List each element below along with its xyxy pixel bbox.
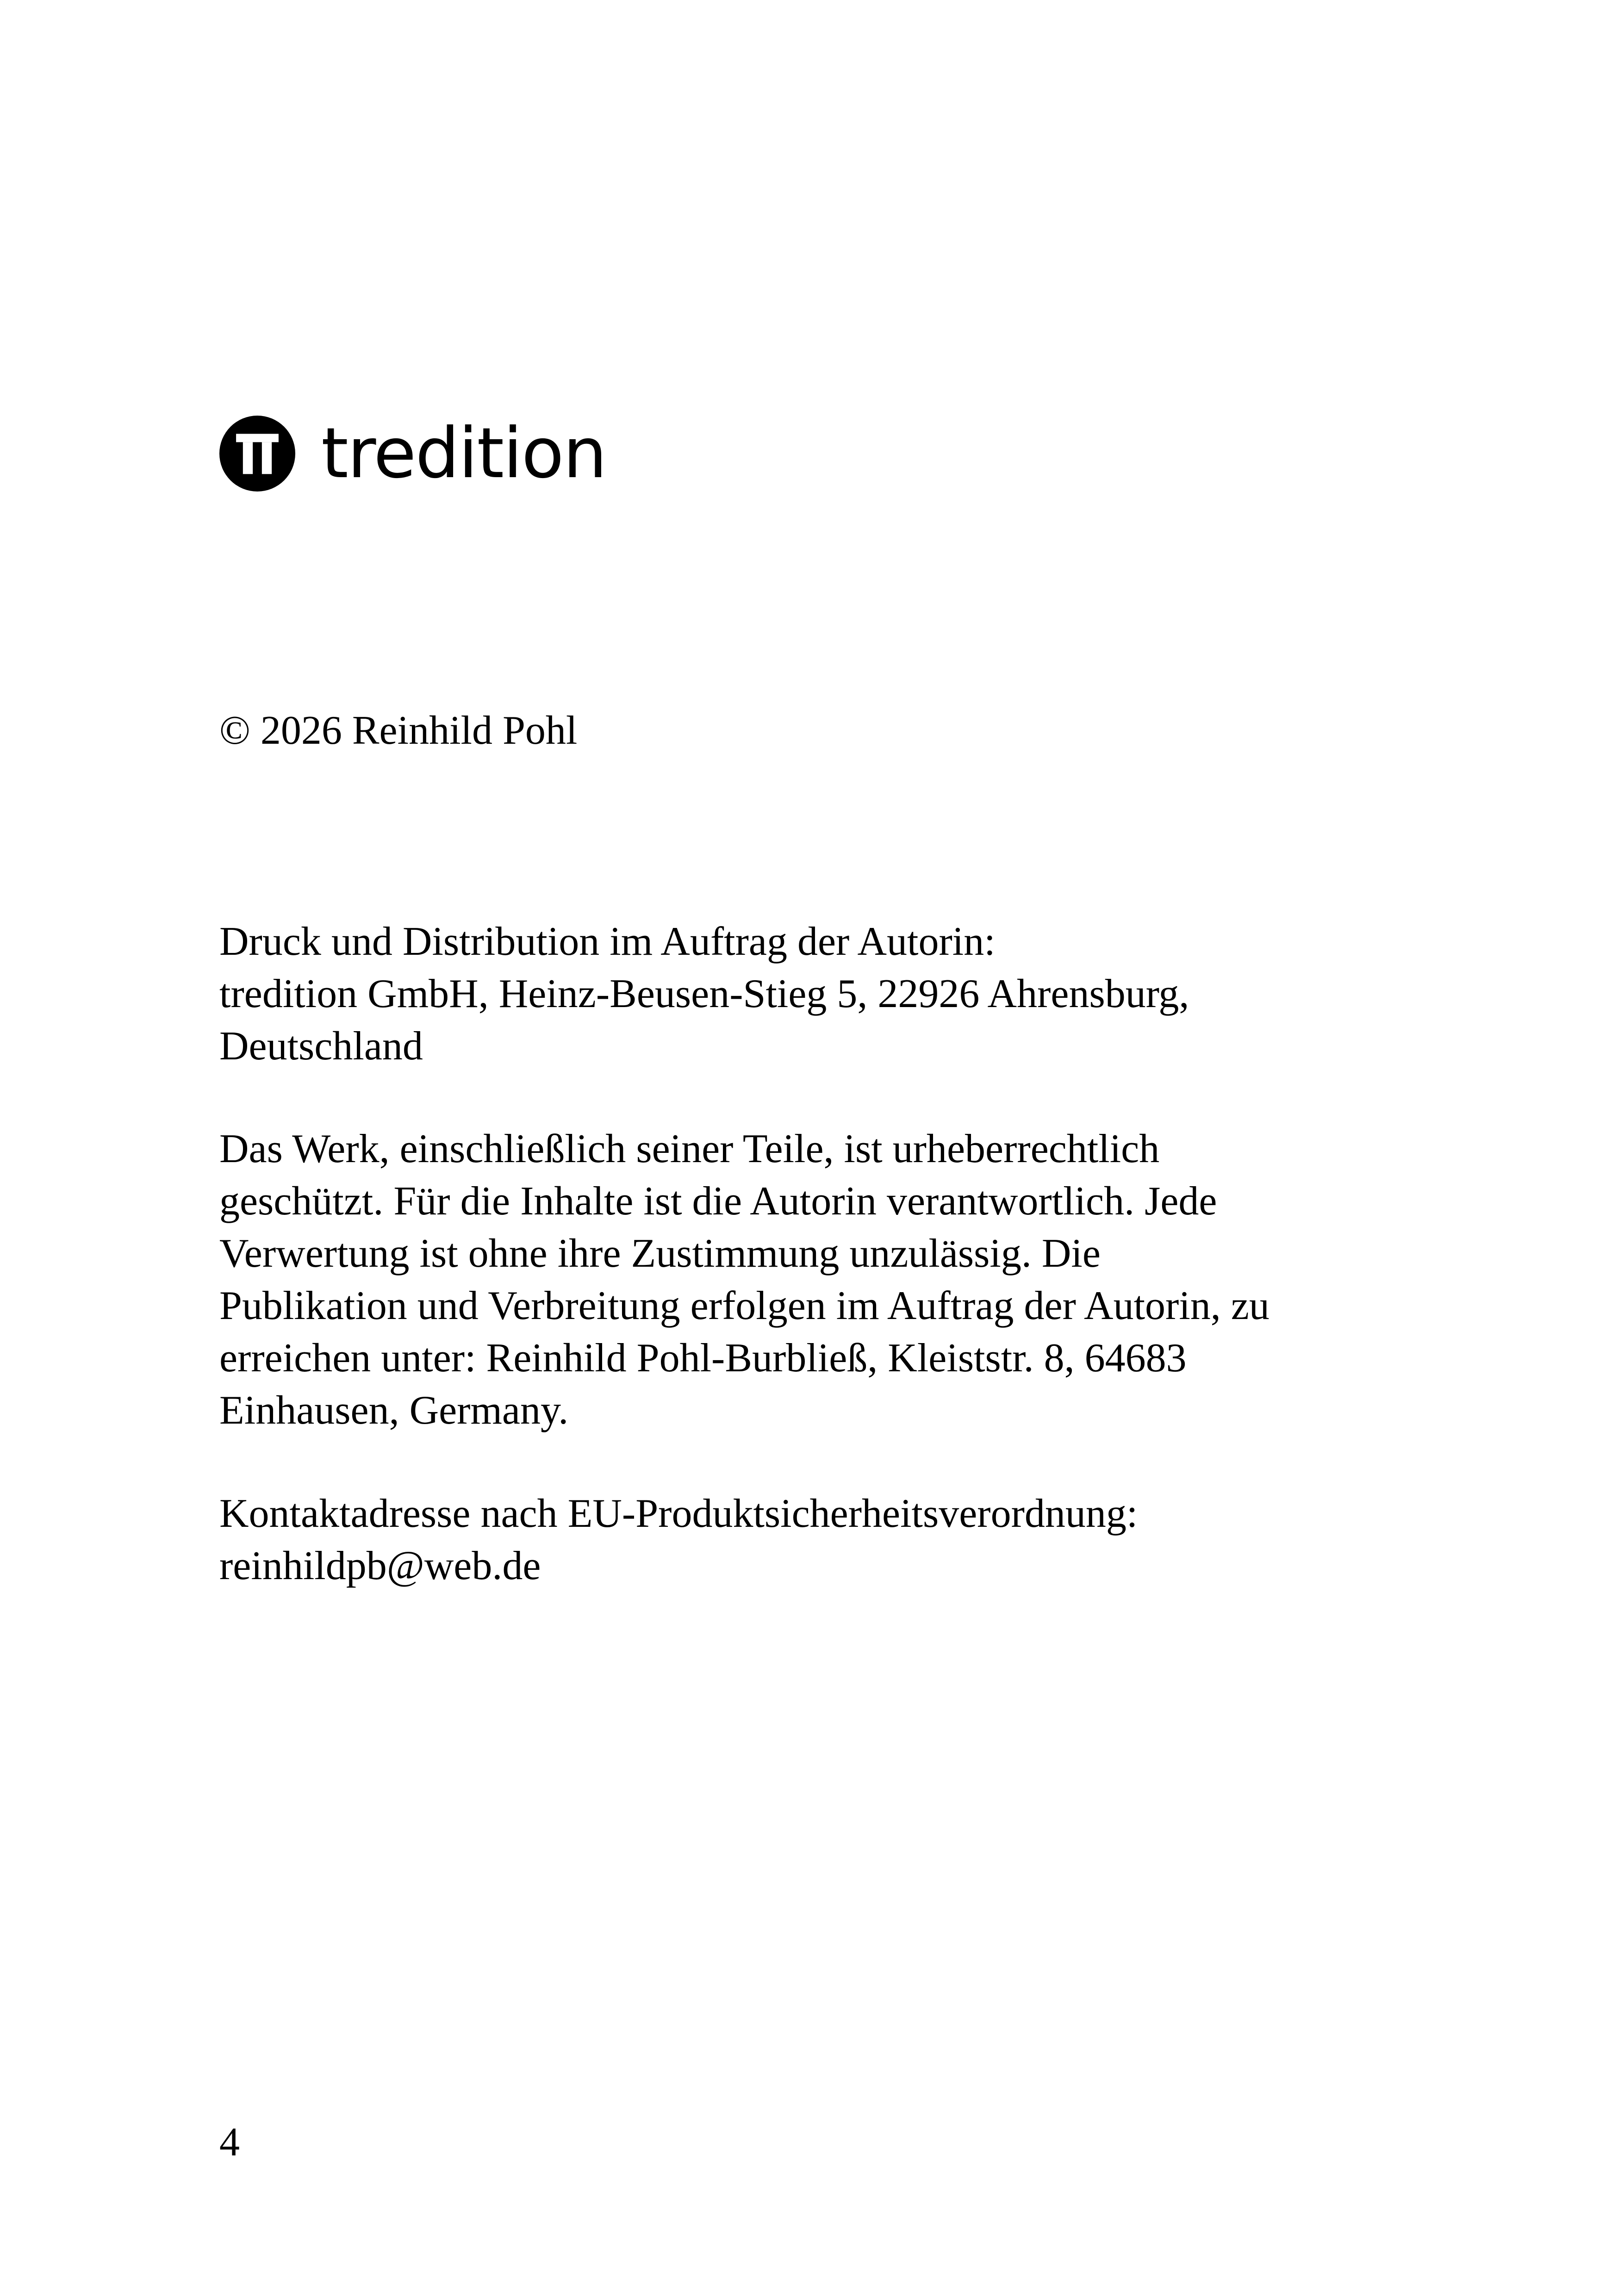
copyright-line: © 2026 Reinhild Pohl — [219, 708, 578, 753]
contact-line: Kontaktadresse nach EU-Produktsicherheitsverordnung: — [219, 1491, 1138, 1536]
distribution-line: tredition GmbH, Heinz-Beusen-Stieg 5, 22926 Ahrensburg, — [219, 971, 1189, 1016]
publisher-name: tredition — [321, 413, 606, 494]
rights-line: erreichen unter: Reinhild Pohl-Burbließ, Kleiststr. 8, 64683 — [219, 1336, 1187, 1381]
copyright-notice — [219, 704, 577, 757]
rights-line: Verwertung ist ohne ihre Zustimmung unzulässig. Die — [219, 1231, 1101, 1276]
page-number: 4 — [219, 2120, 240, 2165]
distribution-notice — [219, 915, 1189, 1072]
contact-notice — [219, 1487, 1138, 1592]
rights-line: Einhausen, Germany. — [219, 1388, 569, 1433]
tredition-t-icon — [219, 416, 295, 492]
distribution-line: Druck und Distribution im Auftrag der Autorin: — [219, 919, 996, 964]
distribution-line: Deutschland — [219, 1024, 423, 1069]
contact-email: reinhildpb@web.de — [219, 1543, 541, 1588]
rights-line: geschützt. Für die Inhalte ist die Autorin verantwortlich. Jede — [219, 1179, 1217, 1224]
rights-line: Publikation und Verbreitung erfolgen im Auftrag der Autorin, zu — [219, 1283, 1270, 1328]
publisher-logo — [219, 414, 606, 493]
rights-line: Das Werk, einschließlich seiner Teile, ist urheberrechtlich — [219, 1126, 1160, 1171]
rights-notice — [219, 1123, 1270, 1437]
